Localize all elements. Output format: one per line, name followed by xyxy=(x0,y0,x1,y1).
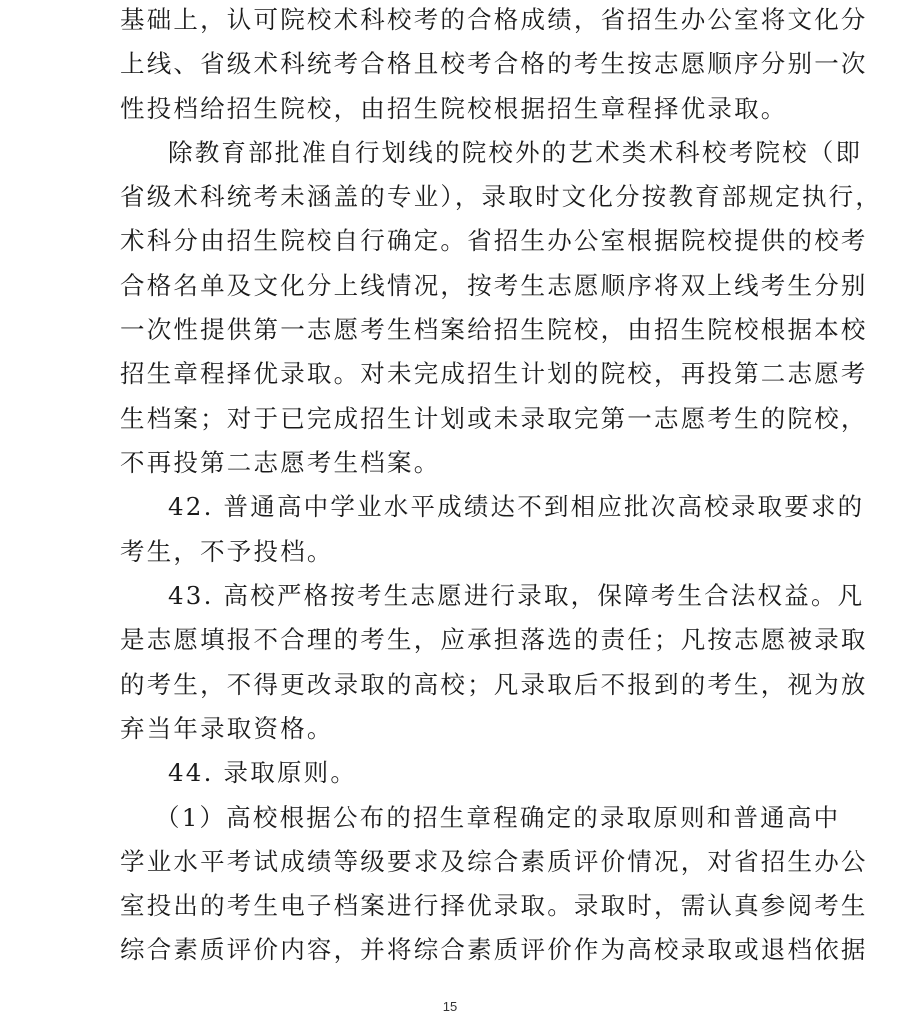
text-line: 招生章程择优录取。对未完成招生计划的院校，再投第二志愿考 xyxy=(120,359,868,388)
text-line: 不再投第二志愿考生档案。 xyxy=(120,448,441,477)
text-line: 44. 录取原则。 xyxy=(168,758,358,787)
text-line: 一次性提供第一志愿考生档案给招生院校，由招生院校根据本校 xyxy=(120,315,868,344)
text-line: 省级术科统考未涵盖的专业），录取时文化分按教育部规定执行， xyxy=(120,182,883,211)
text-line: （1）高校根据公布的招生章程确定的录取原则和普通高中 xyxy=(155,803,841,832)
text-line: 上线、省级术科统考合格且校考合格的考生按志愿顺序分别一次 xyxy=(120,49,868,78)
text-line: 术科分由招生院校自行确定。省招生办公室根据院校提供的校考 xyxy=(120,226,868,255)
text-line: 合格名单及文化分上线情况，按考生志愿顺序将双上线考生分别 xyxy=(120,271,868,300)
text-line: 43. 高校严格按考生志愿进行录取，保障考生合法权益。凡 xyxy=(168,581,865,610)
page-number: 15 xyxy=(442,999,458,1014)
text-line: 的考生，不得更改录取的高校；凡录取后不报到的考生，视为放 xyxy=(120,670,868,699)
text-line: 综合素质评价内容，并将综合素质评价作为高校录取或退档依据 xyxy=(120,935,868,964)
text-line: 弃当年录取资格。 xyxy=(120,714,334,743)
text-line: 是志愿填报不合理的考生，应承担落选的责任；凡按志愿被录取 xyxy=(120,625,868,654)
text-line: 考生，不予投档。 xyxy=(120,537,334,566)
text-line: 42. 普通高中学业水平成绩达不到相应批次高校录取要求的 xyxy=(168,492,865,521)
text-line: 室投出的考生电子档案进行择优录取。录取时，需认真参阅考生 xyxy=(120,891,868,920)
text-line: 学业水平考试成绩等级要求及综合素质评价情况，对省招生办公 xyxy=(120,847,868,876)
text-line: 除教育部批准自行划线的院校外的艺术类术科校考院校（即 xyxy=(168,138,863,167)
text-line: 生档案；对于已完成招生计划或未录取完第一志愿考生的院校， xyxy=(120,404,868,433)
text-line: 基础上，认可院校术科校考的合格成绩，省招生办公室将文化分 xyxy=(120,5,868,34)
text-line: 性投档给招生院校，由招生院校根据招生章程择优录取。 xyxy=(120,94,788,123)
